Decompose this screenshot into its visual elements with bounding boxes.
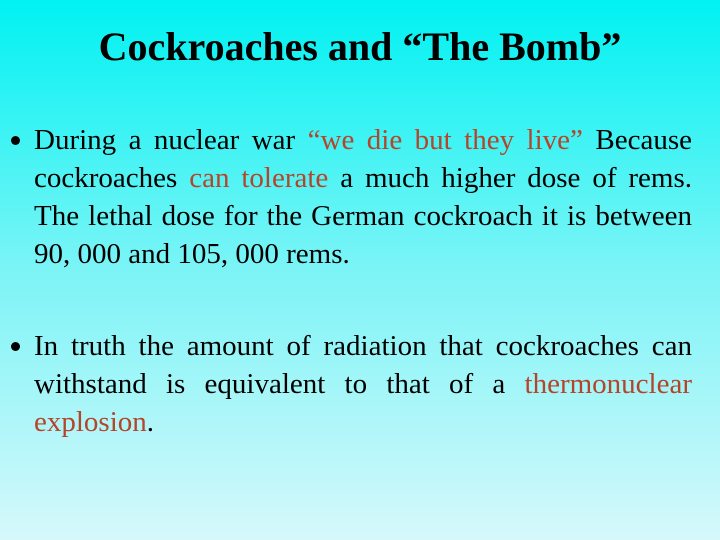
bullet-item [34,327,692,441]
bullet-text: In truth the amount of radiation that cockroaches can withstand is equivalent to that of a [34,330,692,400]
highlight-text: can tolerate [189,162,329,194]
bullet-text: Because cockroaches [34,124,692,194]
bullet-item [34,121,692,273]
bullet-dot-icon [11,342,20,351]
bullet-text: During a nuclear war [34,124,308,156]
bullet-text: . [146,406,155,438]
bullet-dot-icon [11,136,20,145]
slide-title: Cockroaches and “The Bomb” [98,24,622,69]
highlight-quote: “we die but they live” [307,124,583,156]
bullet-text: a much higher dose of rems. The lethal dose for the German cockroach it is between 90, 000 and 105, 000 rems. [34,162,692,270]
highlight-text: thermonuclear explosion [34,368,692,438]
